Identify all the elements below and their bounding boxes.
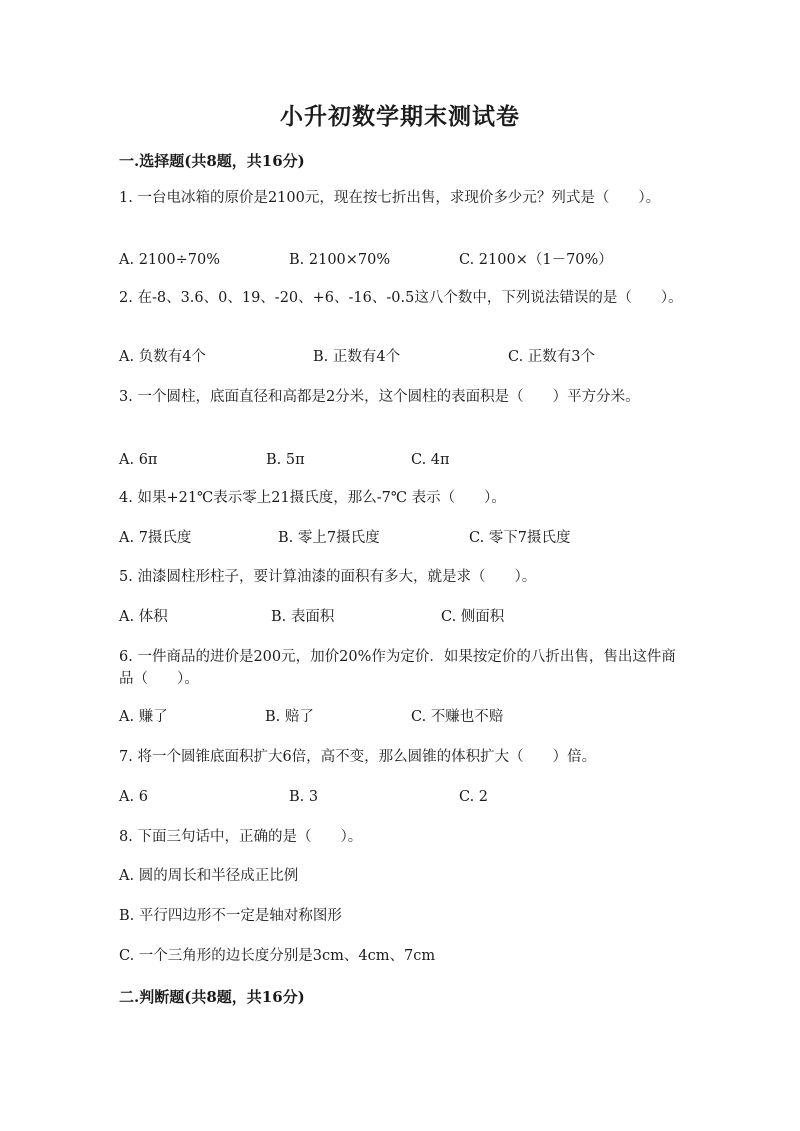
question-4: 4. 如果+21℃表示零上21摄氏度，那么-7℃ 表示（ ）。 <box>119 490 506 506</box>
question-1: 1. 一台电冰箱的原价是2100元，现在按七折出售，求现价多少元？列式是（ ）。 <box>119 190 661 206</box>
question-6-options <box>119 706 689 728</box>
section-heading-choice: 一.选择题(共8题，共16分) <box>119 152 305 170</box>
question-2-option-b: B. 正数有4个 <box>313 349 401 365</box>
question-6: 6. 一件商品的进价是200元，加价20%作为定价．如果按定价的八折出售，售出这件商品（ ）。 <box>119 649 676 687</box>
question-5-options <box>119 606 689 628</box>
question-1-option-c: C. 2100×（1－70%） <box>459 252 613 268</box>
question-3-option-c: C. 4π <box>411 452 450 468</box>
question-5-option-b: B. 表面积 <box>271 609 335 625</box>
question-4-option-b: B. 零上7摄氏度 <box>278 530 380 546</box>
question-7-option-b: B. 3 <box>289 789 319 805</box>
question-4-options <box>119 527 689 549</box>
question-8-option-a: A. 圆的周长和半径成正比例 <box>119 868 299 884</box>
question-3-option-b: B. 5π <box>266 452 305 468</box>
question-1-option-a: A. 2100÷70% <box>119 252 220 268</box>
question-2: 2. 在-8、3.6、0、19、-20、+6、-16、-0.5这八个数中，下列说法错误的是（ ）。 <box>119 290 683 306</box>
question-7: 7. 将一个圆锥底面积扩大6倍，高不变，那么圆锥的体积扩大（ ）倍。 <box>119 749 597 765</box>
question-5-option-c: C. 侧面积 <box>441 609 505 625</box>
question-3-option-a: A. 6π <box>119 452 158 468</box>
question-8: 8. 下面三句话中，正确的是（ ）。 <box>119 829 363 845</box>
question-3-options <box>119 449 689 471</box>
question-4-option-a: A. 7摄氏度 <box>119 530 192 546</box>
question-8-option-c: C. 一个三角形的边长度分别是3cm、4cm、7cm <box>119 948 436 964</box>
question-7-option-a: A. 6 <box>119 789 148 805</box>
question-4-option-c: C. 零下7摄氏度 <box>469 530 571 546</box>
section-heading-judgment: 二.判断题(共8题，共16分) <box>119 988 305 1006</box>
question-2-options <box>119 346 689 368</box>
question-6-option-c: C. 不赚也不赔 <box>411 709 504 725</box>
question-2-option-c: C. 正数有3个 <box>508 349 596 365</box>
question-6-option-a: A. 赚了 <box>119 709 168 725</box>
exam-title: 小升初数学期末测试卷 <box>280 103 520 130</box>
question-2-option-a: A. 负数有4个 <box>119 349 206 365</box>
question-3: 3. 一个圆柱，底面直径和高都是2分米，这个圆柱的表面积是（ ）平方分米。 <box>119 389 640 405</box>
question-7-option-c: C. 2 <box>459 789 489 805</box>
question-5: 5. 油漆圆柱形柱子，要计算油漆的面积有多大，就是求（ ）。 <box>119 569 537 585</box>
question-1-option-b: B. 2100×70% <box>289 252 391 268</box>
question-5-option-a: A. 体积 <box>119 609 168 625</box>
question-8-option-b: B. 平行四边形不一定是轴对称图形 <box>119 908 342 924</box>
question-7-options <box>119 786 689 808</box>
question-6-option-b: B. 赔了 <box>265 709 314 725</box>
question-1-options <box>119 249 689 271</box>
